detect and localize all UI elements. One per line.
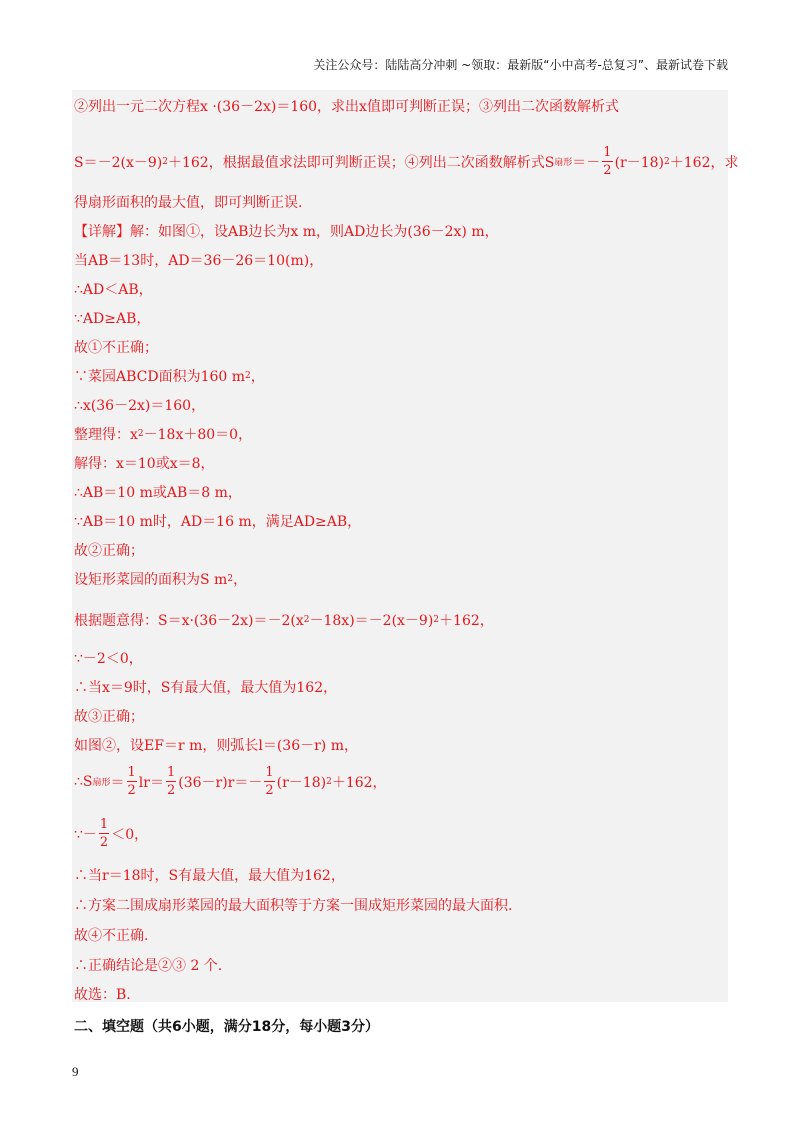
text-segment: ＜0， [111, 826, 149, 843]
text-line [74, 366, 265, 386]
fraction-denominator: 2 [99, 835, 109, 850]
fraction [602, 146, 612, 177]
subscript: 扇形 [554, 158, 573, 168]
fraction-denominator: 2 [166, 783, 176, 798]
text-line: ∵AD≥AB， [74, 311, 151, 327]
text-segment: ， [233, 572, 248, 588]
text-segment: 整理得：x [74, 427, 138, 443]
fraction-denominator: 2 [127, 783, 136, 798]
text-segment: －18x)＝－2(x－9) [309, 613, 434, 629]
superscript: 2 [664, 156, 670, 167]
superscript: 2 [433, 615, 440, 625]
superscript: 2 [303, 615, 310, 625]
text-segment: 设矩形菜园的面积为S m [74, 572, 228, 588]
text-segment: 根据题意得：S＝x·(36－2x)＝－2(x [74, 613, 304, 629]
text-line: ∴正确结论是②③ 2 个. [74, 958, 223, 974]
text-line: 解得：x＝10或x＝8， [74, 456, 215, 472]
superscript: 2 [137, 429, 144, 439]
text-line: 得扇形面积的最大值，即可判断正误. [74, 195, 303, 211]
text-line: 故③正确； [74, 709, 144, 725]
superscript: 2 [326, 776, 332, 787]
fraction [166, 766, 176, 797]
text-line [74, 146, 738, 177]
page-number: 9 [72, 1064, 79, 1079]
text-line: 故④不正确. [74, 928, 149, 944]
text-segment: ＋162，求 [669, 154, 739, 171]
text-line: ∵AB＝10 m时，AD＝16 m，满足AD≥AB， [74, 514, 362, 530]
text-line: 【详解】解：如图①，设AB边长为x m，则AD边长为(36－2x) m， [74, 224, 499, 240]
text-segment: (36－r)r＝－ [178, 774, 263, 791]
text-line: 当AB＝13时，AD＝36－26＝10(m)， [74, 253, 324, 269]
text-line: ②列出一元二次方程x ·(36－2x)＝160，求出x值即可判断正误；③列出二次函数解析式 [74, 99, 619, 115]
text-segment: ＝ [110, 774, 125, 791]
text-line: ∴当x＝9时，S有最大值，最大值为162， [74, 680, 338, 696]
subscript: 扇形 [92, 778, 111, 788]
text-line: ∴当r＝18时，S有最大值，最大值为162， [74, 868, 345, 884]
section-heading: 二、填空题（共6小题，满分18分，每小题3分） [74, 1019, 379, 1035]
text-line: ∴x(36－2x)＝160， [74, 398, 206, 414]
text-line: ∴AD＜AB， [74, 282, 153, 298]
text-segment: ＝－ [572, 154, 601, 171]
fraction-denominator: 2 [265, 783, 274, 798]
text-line [74, 818, 148, 849]
text-segment: ∴S [74, 773, 93, 790]
text-segment: ， [250, 369, 265, 385]
fraction [127, 766, 137, 797]
fraction-numerator: 1 [265, 765, 274, 780]
text-segment: ＋162， [439, 613, 494, 629]
fraction-numerator: 1 [166, 765, 176, 780]
text-segment: ＋162，根据最值求法即可判断正误；④列出二次函数解析式S [167, 154, 555, 171]
text-segment: ∵菜园ABCD面积为160 m [74, 369, 246, 385]
text-line: 故①不正确； [74, 340, 158, 356]
text-line: 故选：B. [74, 987, 131, 1003]
text-line: ∴AB＝10 m或AB＝8 m， [74, 485, 242, 501]
fraction-numerator: 1 [603, 145, 612, 160]
text-segment: S＝－2(x－9) [74, 154, 163, 171]
text-segment: ∵－ [74, 826, 97, 843]
fraction-numerator: 1 [99, 817, 109, 832]
fraction [264, 766, 274, 797]
fraction-denominator: 2 [603, 163, 612, 178]
text-line: 故②正确； [74, 543, 144, 559]
text-line [74, 610, 494, 630]
text-line [74, 569, 247, 589]
fraction [99, 818, 109, 849]
text-segment: (r－18) [276, 774, 327, 791]
text-line: 如图②，设EF＝r m，则弧长l＝(36－r) m， [74, 738, 358, 754]
text-line [74, 766, 387, 797]
fraction-numerator: 1 [127, 765, 136, 780]
superscript: 2 [227, 574, 234, 584]
text-line: ∴方案二围成扇形菜园的最大面积等于方案一围成矩形菜园的最大面积. [74, 898, 513, 914]
text-segment: (r－18) [614, 154, 665, 171]
text-line [74, 424, 252, 444]
page-header: 关注公众号：陆陆高分冲刺 ~领取：最新版“小中高考-总复习”、最新试卷下载 [313, 58, 728, 72]
superscript: 2 [245, 371, 251, 381]
text-segment: ＋162， [331, 774, 387, 791]
superscript: 2 [162, 156, 168, 167]
text-segment: －18x＋80＝0， [143, 427, 253, 443]
text-segment: lr＝ [138, 774, 164, 791]
text-line: ∵－2＜0， [74, 651, 143, 667]
